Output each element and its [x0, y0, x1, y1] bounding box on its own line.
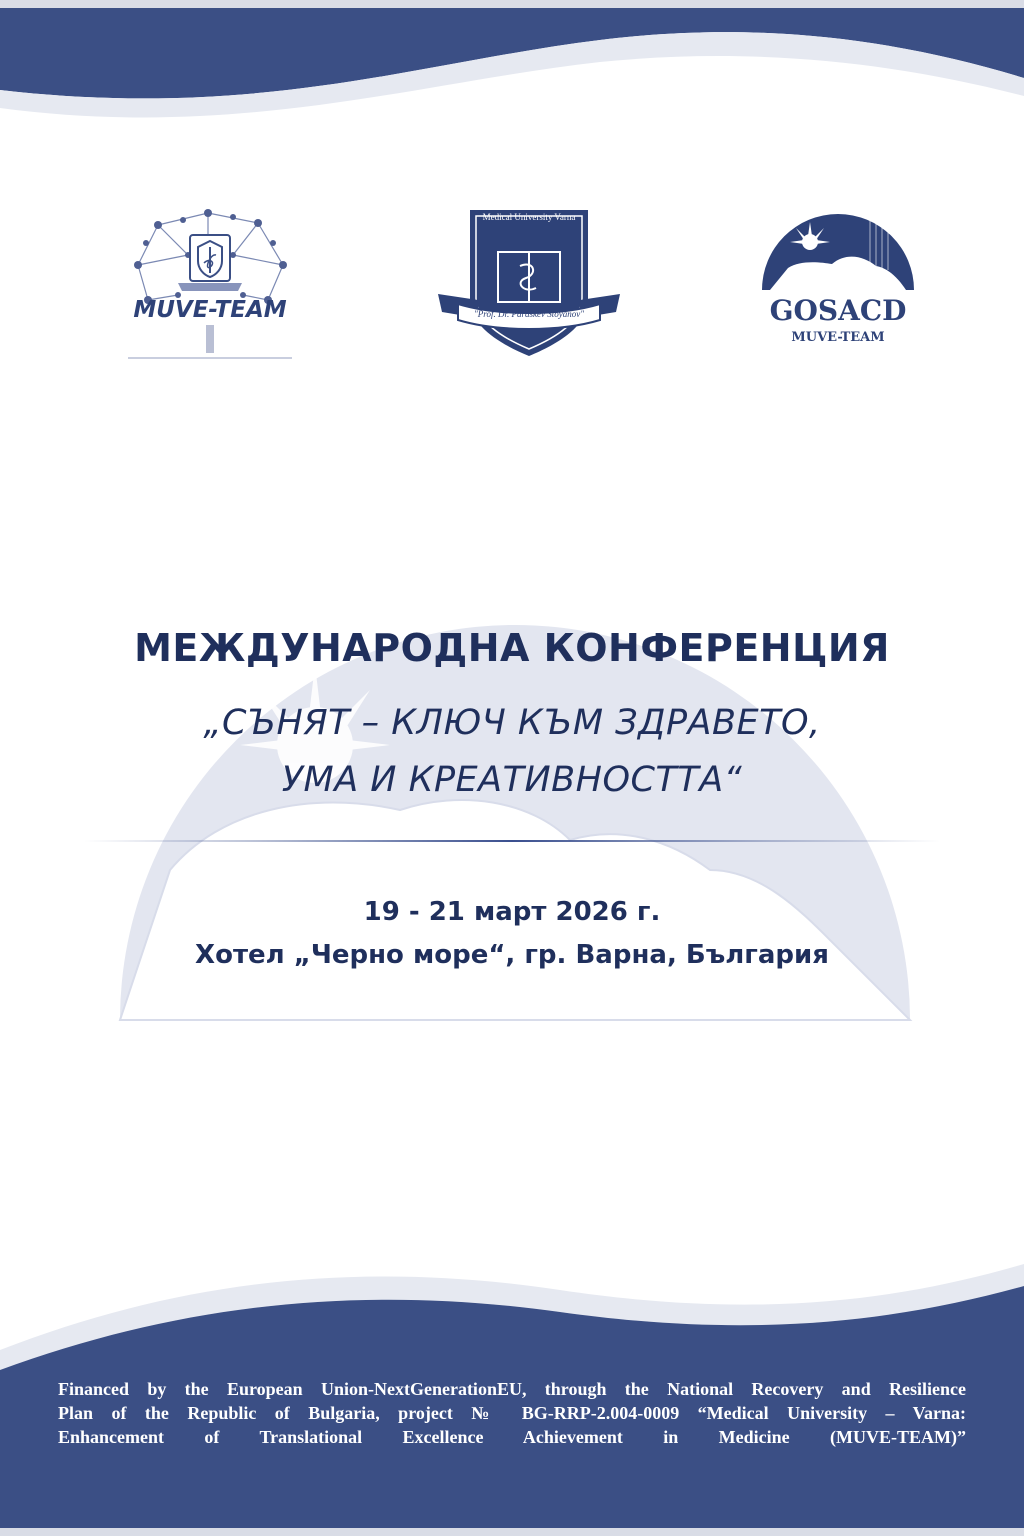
- conference-venue: Хотел „Черно море“, гр. Варна, България: [195, 940, 829, 970]
- muve-team-logo-text: MUVE-TEAM: [133, 297, 287, 323]
- university-shield-icon: [438, 208, 620, 358]
- shield-top-text: Medical University Varna: [482, 212, 576, 222]
- funding-statement: [58, 1377, 966, 1449]
- shield-ribbon-text: "Prof. Dr. Paraskev Stoyanov": [474, 309, 584, 319]
- gosacd-subtitle: MUVE-TEAM: [791, 330, 885, 345]
- conference-subtitle-line1: „СЪНЯТ – КЛЮЧ КЪМ ЗДРАВЕТО,: [203, 703, 821, 743]
- gosacd-title: GOSACD: [769, 294, 907, 327]
- network-tree-logo-icon: [118, 205, 302, 365]
- funding-line-3: Enhancement of Translational Excellence Achievement in Medicine (MUVE-TEAM)”: [58, 1427, 966, 1447]
- funding-line-1: Financed by the European Union-NextGenerationEU, through the National Recovery and Resilience: [58, 1379, 966, 1399]
- muve-team-logo: [118, 205, 302, 365]
- conference-date: 19 - 21 март 2026 г.: [363, 897, 661, 927]
- top-wave-decoration: [0, 0, 1024, 160]
- divider-line: [84, 840, 940, 842]
- conference-subtitle-line2: УМА И КРЕАТИВНОСТТА“: [281, 760, 743, 800]
- gosacd-logo: [760, 208, 916, 345]
- mountain-sun-icon: [760, 208, 916, 298]
- conference-title: МЕЖДУНАРОДНА КОНФЕРЕНЦИЯ: [134, 626, 890, 670]
- medical-university-varna-logo: [438, 208, 620, 358]
- funding-line-2: Plan of the Republic of Bulgaria, project № BG-RRP-2.004-0009 “Medical University – Varna:: [58, 1403, 966, 1423]
